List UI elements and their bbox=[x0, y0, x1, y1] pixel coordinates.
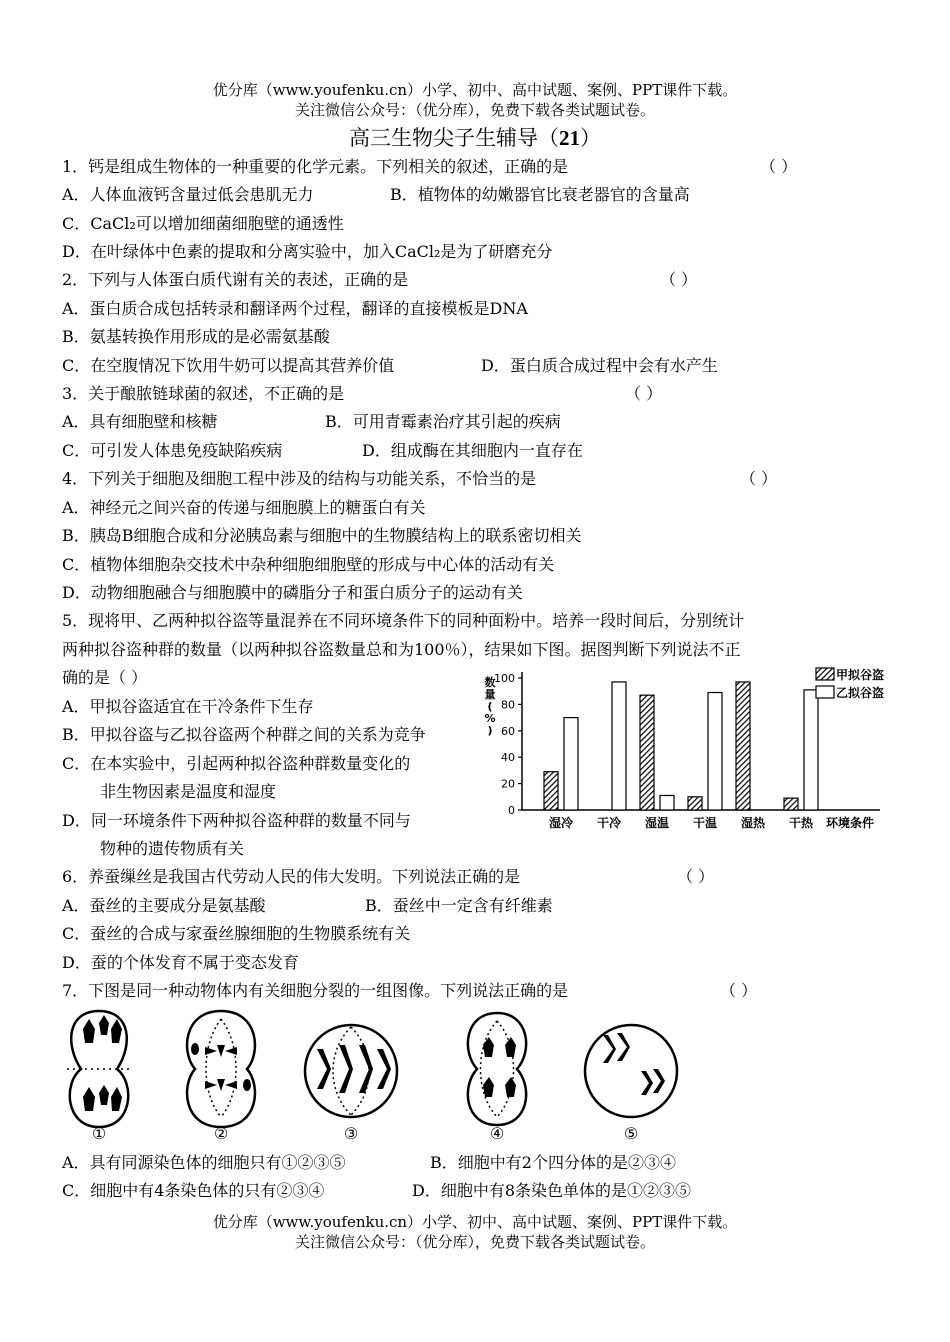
page-title: 高三生物尖子生辅导（21） bbox=[349, 126, 601, 150]
chart-bar-series-b bbox=[660, 795, 674, 810]
q4-option-a: A．神经元之间兴奋的传递与细胞膜上的糖蛋白有关 bbox=[62, 498, 426, 517]
chart-category-label: 干热 bbox=[788, 816, 814, 830]
q4-answer-paren: （ ） bbox=[740, 469, 778, 488]
chart-bar-series-a bbox=[688, 797, 702, 810]
chart-category-label: 干温 bbox=[692, 816, 718, 830]
chart-bar-series-a bbox=[736, 682, 750, 810]
q4-stem: 4．下列关于细胞及细胞工程中涉及的结构与功能关系，不恰当的是 bbox=[62, 469, 537, 488]
q7-answer-paren: （ ） bbox=[720, 981, 758, 1000]
chart-y-label-char: 数 bbox=[484, 676, 496, 689]
q1-option-b: B．植物体的幼嫩器官比衰老器官的含量高 bbox=[390, 185, 690, 204]
q2-option-c: C．在空腹情况下饮用牛奶可以提高其营养价值 bbox=[62, 356, 395, 375]
cell-2-diagram bbox=[187, 1011, 255, 1127]
chart-y-tick-label: 40 bbox=[501, 751, 515, 765]
q1-option-a: A．人体血液钙含量过低会患肌无力 bbox=[62, 185, 314, 204]
q5-option-c-line-1: C．在本实验中，引起两种拟谷盗种群数量变化的 bbox=[62, 754, 411, 773]
q1-option-d: D．在叶绿体中色素的提取和分离实验中，加入CaCl₂是为了研磨充分 bbox=[62, 242, 553, 261]
chart-legend-label: 乙拟谷盗 bbox=[836, 686, 885, 700]
cell-4-diagram bbox=[468, 1013, 526, 1125]
chart-legend-label: 甲拟谷盗 bbox=[836, 668, 885, 682]
q5-stem-line-2: 两种拟谷盗种群的数量（以两种拟谷盗数量总和为100％），结果如下图。据图判断下列说法不正 bbox=[62, 640, 741, 659]
header-line-2: 关注微信公众号：（优分库），免费下载各类试题试卷。 bbox=[294, 101, 655, 119]
chart-category-label: 湿冷 bbox=[548, 816, 574, 830]
chart-y-label-char: ( bbox=[487, 700, 493, 713]
chart-legend-swatch bbox=[816, 686, 834, 698]
chart-y-tick-label: 0 bbox=[508, 804, 515, 817]
chart-legend-swatch bbox=[816, 668, 834, 680]
chart-bar-series-b bbox=[564, 718, 578, 810]
cell-3-diagram bbox=[305, 1025, 397, 1117]
q6-option-b: B．蚕丝中一定含有纤维素 bbox=[365, 896, 553, 915]
chart-y-label-char: 量 bbox=[484, 688, 496, 701]
q2-option-b: B．氨基转换作用形成的是必需氨基酸 bbox=[62, 327, 330, 346]
chart-bar-series-a bbox=[784, 798, 798, 810]
q3-stem: 3．关于酿脓链球菌的叙述，不正确的是 bbox=[62, 384, 345, 403]
chart-y-tick-label: 20 bbox=[501, 777, 515, 791]
q1-stem: 1．钙是组成生物体的一种重要的化学元素。下列相关的叙述，正确的是 bbox=[62, 157, 569, 176]
cell-label-2: ② bbox=[213, 1124, 229, 1143]
chart-y-tick-label: 100 bbox=[494, 672, 515, 685]
cell-label-4: ④ bbox=[489, 1124, 505, 1143]
q4-option-b: B．胰岛B细胞合成和分泌胰岛素与细胞中的生物膜结构上的联系密切相关 bbox=[62, 526, 582, 545]
q6-option-d: D．蚕的个体发育不属于变态发育 bbox=[62, 953, 299, 972]
chart-category-label: 湿热 bbox=[740, 816, 766, 830]
q5-option-d-line-1: D．同一环境条件下两种拟谷盗种群的数量不同与 bbox=[62, 811, 411, 830]
chart-bar-series-a bbox=[544, 772, 558, 810]
q7-option-c: C．细胞中有4条染色体的只有②③④ bbox=[62, 1181, 325, 1200]
chart-y-label-char: ) bbox=[487, 724, 493, 737]
q3-option-b: B．可用青霉素治疗其引起的疾病 bbox=[325, 412, 561, 431]
q2-option-d: D．蛋白质合成过程中会有水产生 bbox=[481, 356, 718, 375]
q5-option-b: B．甲拟谷盗与乙拟谷盗两个种群之间的关系为竞争 bbox=[62, 725, 426, 744]
cell-5-diagram bbox=[585, 1025, 677, 1117]
q7-option-b: B．细胞中有2个四分体的是②③④ bbox=[430, 1153, 676, 1172]
chart-y-label-char: % bbox=[484, 712, 496, 725]
cell-label-1: ① bbox=[91, 1124, 107, 1143]
q3-answer-paren: （ ） bbox=[625, 384, 663, 403]
q6-option-a: A．蚕丝的主要成分是氨基酸 bbox=[62, 896, 266, 915]
q2-option-a: A．蛋白质合成包括转录和翻译两个过程，翻译的直接模板是DNA bbox=[62, 299, 528, 318]
q6-stem: 6．养蚕缫丝是我国古代劳动人民的伟大发明。下列说法正确的是 bbox=[62, 867, 521, 886]
q2-stem: 2．下列与人体蛋白质代谢有关的表述，正确的是 bbox=[62, 270, 409, 289]
q7-stem: 7．下图是同一种动物体内有关细胞分裂的一组图像。下列说法正确的是 bbox=[62, 981, 569, 1000]
q1-option-c: C．CaCl₂可以增加细菌细胞壁的通透性 bbox=[62, 214, 344, 233]
q5-stem-line-3: 确的是（ ） bbox=[62, 668, 148, 687]
chart-bar-series-b bbox=[708, 693, 722, 810]
population-bar-chart bbox=[478, 660, 900, 838]
chart-category-label: 湿温 bbox=[644, 816, 670, 830]
q6-option-c: C．蚕丝的合成与家蚕丝腺细胞的生物膜系统有关 bbox=[62, 924, 411, 943]
chart-category-label: 干冷 bbox=[596, 816, 622, 830]
chart-bar-series-b bbox=[612, 682, 626, 810]
footer-line-1: 优分库（www.youfenku.cn）小学、初中、高中试题、案例、PPT课件下载。 bbox=[212, 1213, 738, 1231]
q5-option-a: A．甲拟谷盗适宜在干冷条件下生存 bbox=[62, 697, 314, 716]
cell-label-3: ③ bbox=[343, 1124, 359, 1143]
q3-option-c: C．可引发人体患免疫缺陷疾病 bbox=[62, 441, 283, 460]
q2-answer-paren: （ ） bbox=[660, 270, 698, 289]
q3-option-a: A．具有细胞壁和核糖 bbox=[62, 412, 218, 431]
q6-answer-paren: （ ） bbox=[677, 867, 715, 886]
q4-option-c: C．植物体细胞杂交技术中杂种细胞细胞壁的形成与中心体的活动有关 bbox=[62, 555, 555, 574]
cell-1-diagram bbox=[67, 1011, 131, 1127]
chart-bar-series-b bbox=[804, 690, 818, 810]
chart-x-axis-label: 环境条件 bbox=[825, 816, 875, 830]
cell-division-figure bbox=[55, 1005, 695, 1147]
cell-label-5: ⑤ bbox=[623, 1124, 639, 1143]
chart-y-tick-label: 60 bbox=[501, 724, 515, 738]
chart-bar-series-a bbox=[640, 695, 654, 810]
header-line-1: 优分库（www.youfenku.cn）小学、初中、高中试题、案例、PPT课件下载。 bbox=[212, 81, 738, 99]
q7-option-d: D．细胞中有8条染色单体的是①②③⑤ bbox=[412, 1181, 692, 1200]
q3-option-d: D．组成酶在其细胞内一直存在 bbox=[362, 441, 583, 460]
q1-answer-paren: （ ） bbox=[760, 157, 798, 176]
q4-option-d: D．动物细胞融合与细胞膜中的磷脂分子和蛋白质分子的运动有关 bbox=[62, 583, 523, 602]
footer-line-2: 关注微信公众号：（优分库），免费下载各类试题试卷。 bbox=[294, 1233, 655, 1251]
q5-option-c-line-2: 非生物因素是温度和湿度 bbox=[100, 782, 277, 801]
q7-option-a: A．具有同源染色体的细胞只有①②③⑤ bbox=[62, 1153, 346, 1172]
q5-option-d-line-2: 物种的遗传物质有关 bbox=[100, 839, 245, 858]
chart-y-tick-label: 80 bbox=[501, 698, 515, 712]
q5-stem-line-1: 5．现将甲、乙两种拟谷盗等量混养在不同环境条件下的同种面粉中。培养一段时间后，分别统计 bbox=[62, 611, 745, 630]
